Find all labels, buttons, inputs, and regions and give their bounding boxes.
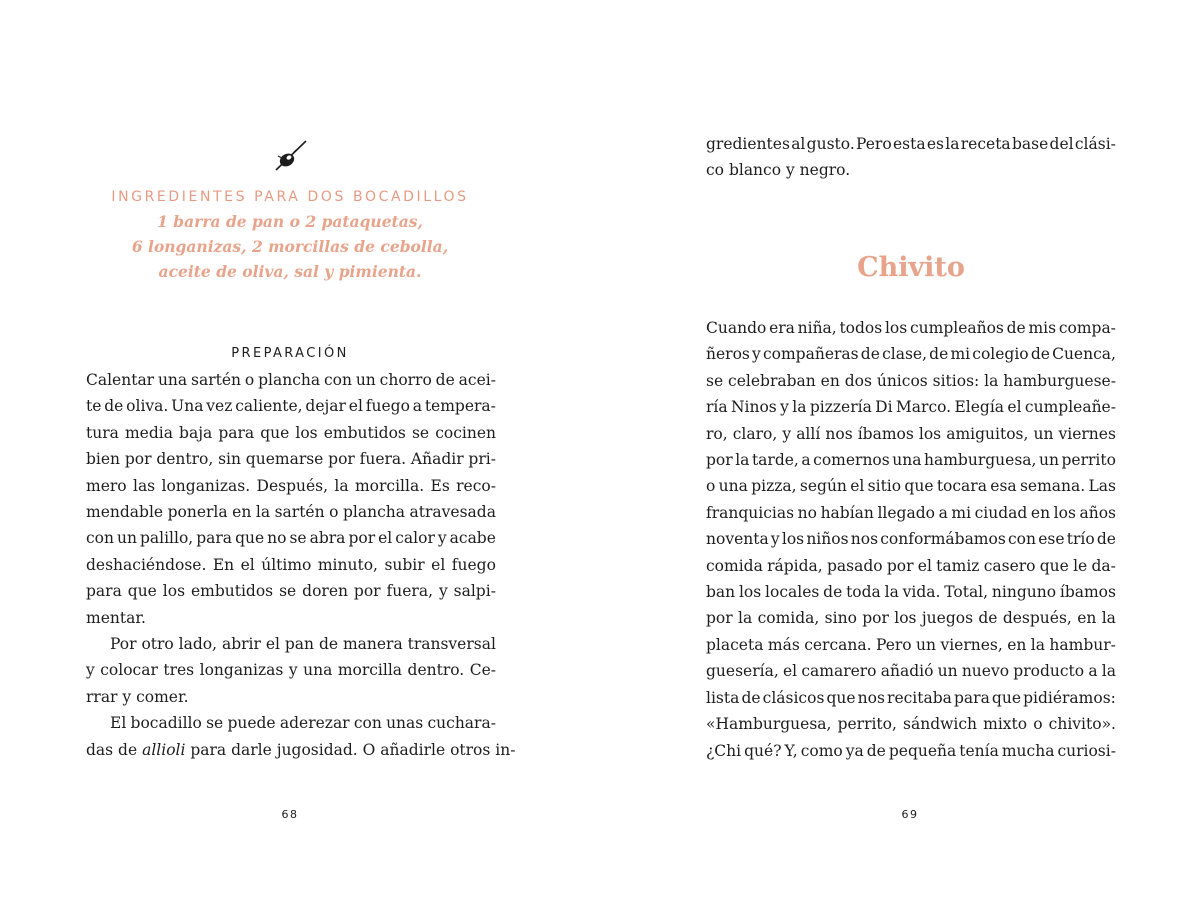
preparation-text <box>86 367 516 763</box>
text-segment: para darle jugosidad. O añadirle otros in- <box>185 740 516 759</box>
text-line: tura media baja para que los embutidos se cocinen <box>86 423 496 442</box>
text-line: por la comida, sino por los juegos de después, en la <box>706 609 1116 628</box>
page-number: 69 <box>901 808 919 821</box>
text-line: por la tarde, a comernos una hamburguesa, un perrito <box>706 451 1116 470</box>
text-line: se celebraban en dos únicos sitios: la hamburguese- <box>706 371 1116 390</box>
text-line: ría Ninos y la pizzería Di Marco. Elegía el cumpleañe- <box>706 398 1116 417</box>
continued-text <box>706 131 1116 184</box>
text-line: ban los locales de toda la vida. Total, ninguno íbamos <box>706 583 1116 602</box>
text-line: gredientes al gusto. Pero esta es la receta base del clási- <box>706 135 1116 153</box>
text-line: ro, claro, y allí nos íbamos los amiguitos, un viernes <box>706 424 1116 443</box>
text-line: para que los embutidos se doren por fuera, y salpi- <box>86 582 496 601</box>
text-line: te de oliva. Una vez caliente, dejar el fuego a tempera- <box>86 397 496 416</box>
text-segment: das de <box>86 740 143 759</box>
text-line: El bocadillo se puede aderezar con unas cuchara- <box>110 714 496 733</box>
chapter-text <box>706 315 1116 764</box>
ingredients-line: 1 barra de pan o 2 pataquetas, <box>157 212 423 231</box>
text-line: Por otro lado, abrir el pan de manera transversal <box>110 635 496 654</box>
chapter-title: Chivito <box>857 252 965 283</box>
text-line: con un palillo, para que no se abra por el calor y acabe <box>86 529 496 548</box>
text-line: mentar. <box>86 608 146 627</box>
text-line: «Hamburguesa, perrito, sándwich mixto o chivito». <box>706 715 1116 734</box>
olive-skewer-icon <box>268 138 312 178</box>
right-page <box>600 0 1200 903</box>
page-number: 68 <box>281 808 299 821</box>
text-line: rrar y comer. <box>86 687 189 706</box>
text-line: placeta más cercana. Pero un viernes, en la hambur- <box>706 635 1116 654</box>
text-line: comida rápida, pasado por el tamiz casero que le da- <box>706 556 1116 575</box>
text-line: o una pizza, según el sitio que tocara esa semana. Las <box>706 477 1116 496</box>
text-line: guesería, el camarero añadió un nuevo producto a la <box>706 662 1116 681</box>
text-line: franquicias no habían llegado a mi ciudad en los años <box>706 503 1116 522</box>
text-line: Cuando era niña, todos los cumpleaños de mis compa- <box>706 319 1116 337</box>
ingredients-list <box>86 209 494 284</box>
text-line: ñeros y compañeras de clase, de mi colegio de Cuenca, <box>706 345 1116 364</box>
text-line: co blanco y negro. <box>706 161 851 180</box>
text-line: ¿Chi qué? Y, como ya de pequeña tenía mucha curiosi- <box>706 741 1116 760</box>
text-line: lista de clásicos que nos recitaba para que pidiéramos: <box>706 688 1116 707</box>
italic-word: allioli <box>142 740 186 759</box>
text-line: deshaciéndose. En el último minuto, subir el fuego <box>86 555 496 574</box>
text-line: y colocar tres longanizas y una morcilla dentro. Ce- <box>86 661 496 680</box>
text-line: Calentar una sartén o plancha con un chorro de acei- <box>86 371 496 389</box>
text-line: mero las longanizas. Después, la morcilla. Es reco- <box>86 476 496 495</box>
text-line: noventa y los niños nos conformábamos con ese trío de <box>706 530 1116 549</box>
preparation-heading: PREPARACIÓN <box>231 346 349 361</box>
text-line: mendable ponerla en la sartén o plancha atravesada <box>86 503 496 522</box>
ingredients-line: 6 longanizas, 2 morcillas de cebolla, <box>131 237 449 256</box>
ingredients-heading: INGREDIENTES PARA DOS BOCADILLOS <box>111 189 469 205</box>
ingredients-line: aceite de oliva, sal y pimienta. <box>158 262 422 281</box>
text-line: bien por dentro, sin quemarse por fuera. Añadir pri- <box>86 450 496 469</box>
text-line-with-italic <box>86 737 516 763</box>
